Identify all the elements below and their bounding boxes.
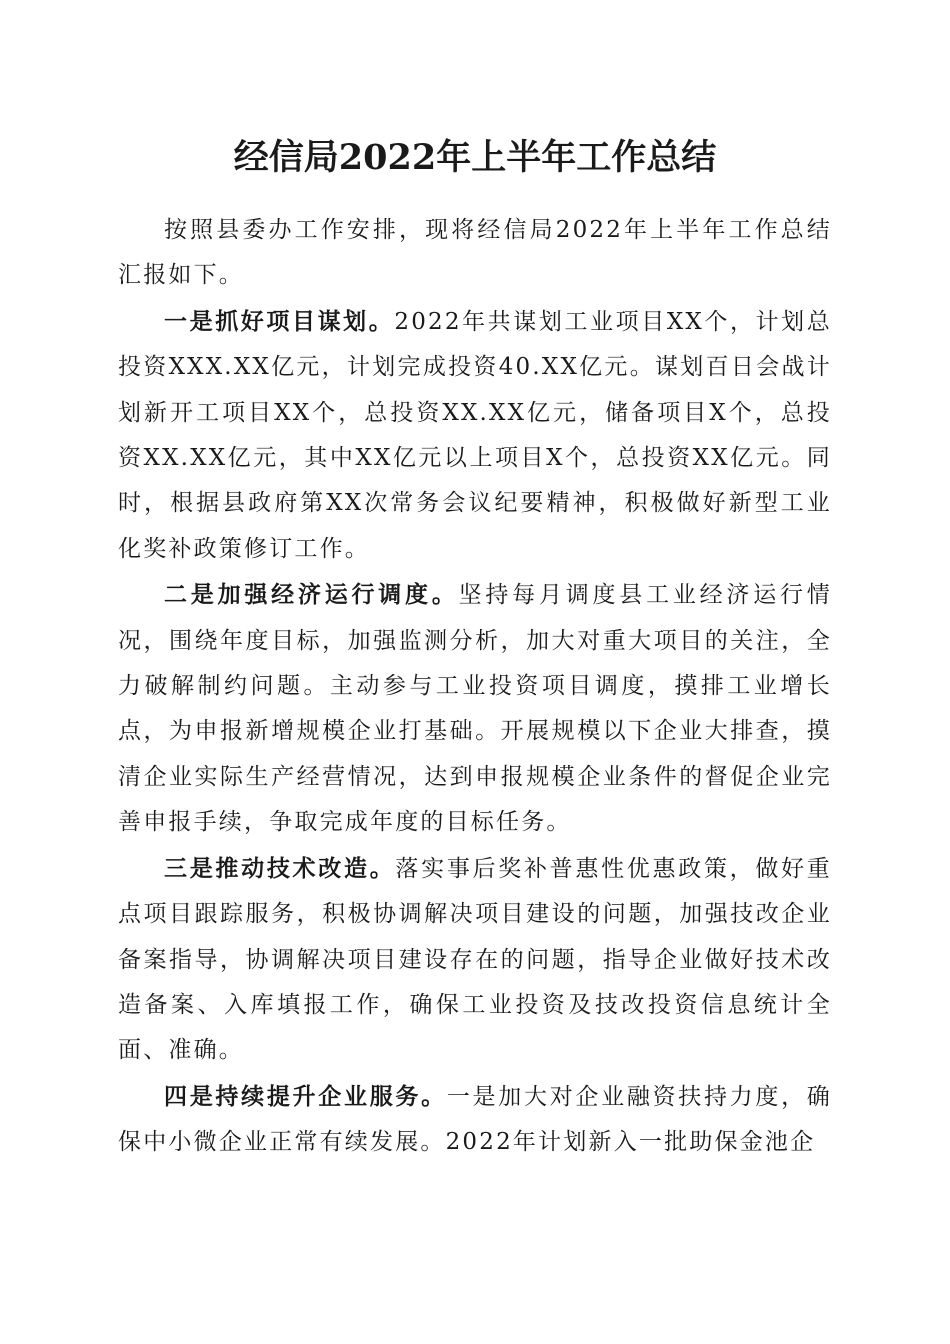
paragraph-lead: 一是抓好项目谋划。	[164, 307, 395, 335]
paragraph-lead: 四是持续提升企业服务。	[164, 1082, 447, 1110]
paragraph-text: 坚持每月调度县工业经济运行情况，围绕年度目标，加强监测分析，加大对重大项目的关注，全力破解制约问题。主动参与工业投资项目调度，摸排工业增长点，为申报新增规模企业打基础。开展规模以下企业大排查，摸清企业实际生产经营情况，达到申报规模企业条件的督促企业完善申报手续，争取完成年度的目标任务。	[118, 582, 832, 836]
paragraph-economic-operation	[118, 572, 832, 845]
paragraph-technical-transformation	[118, 846, 832, 1074]
paragraph-intro	[118, 208, 832, 299]
paragraph-lead: 二是加强经济运行调度。	[164, 581, 459, 609]
document-title: 经信局2022年上半年工作总结	[233, 137, 717, 178]
paragraph-lead: 三是推动技术改造。	[164, 854, 396, 882]
document-body	[118, 208, 832, 1166]
paragraph-text: 2022年共谋划工业项目XX个，计划总投资XXX.XX亿元，计划完成投资40.XX亿元。谋划百日会战计划新开工项目XX个，总投资XX.XX亿元，储备项目X个，总投资XX.XX亿元，其中XX亿元以上项目X个，总投资XX亿元。同时，根据县政府第XX次常务会议纪要精神，积极做好新型工业化奖补政策修订工作。	[118, 308, 832, 562]
paragraph-text: 一是加大对企业融资扶持力度，确保中小微企业正常有续发展。2022年计划新入一批助保金池企	[118, 1083, 833, 1156]
paragraph-text: 按照县委办工作安排，现将经信局2022年上半年工作总结汇报如下。	[118, 217, 832, 289]
paragraph-project-planning	[118, 299, 832, 572]
paragraph-enterprise-service	[118, 1074, 832, 1166]
paragraph-text: 落实事后奖补普惠性优惠政策，做好重点项目跟踪服务，积极协调解决项目建设的问题，加强技改企业备案指导，协调解决项目建设存在的问题，指导企业做好技术改造备案、入库填报工作，确保工业投资及技改投资信息统计全面、准确。	[118, 855, 832, 1064]
